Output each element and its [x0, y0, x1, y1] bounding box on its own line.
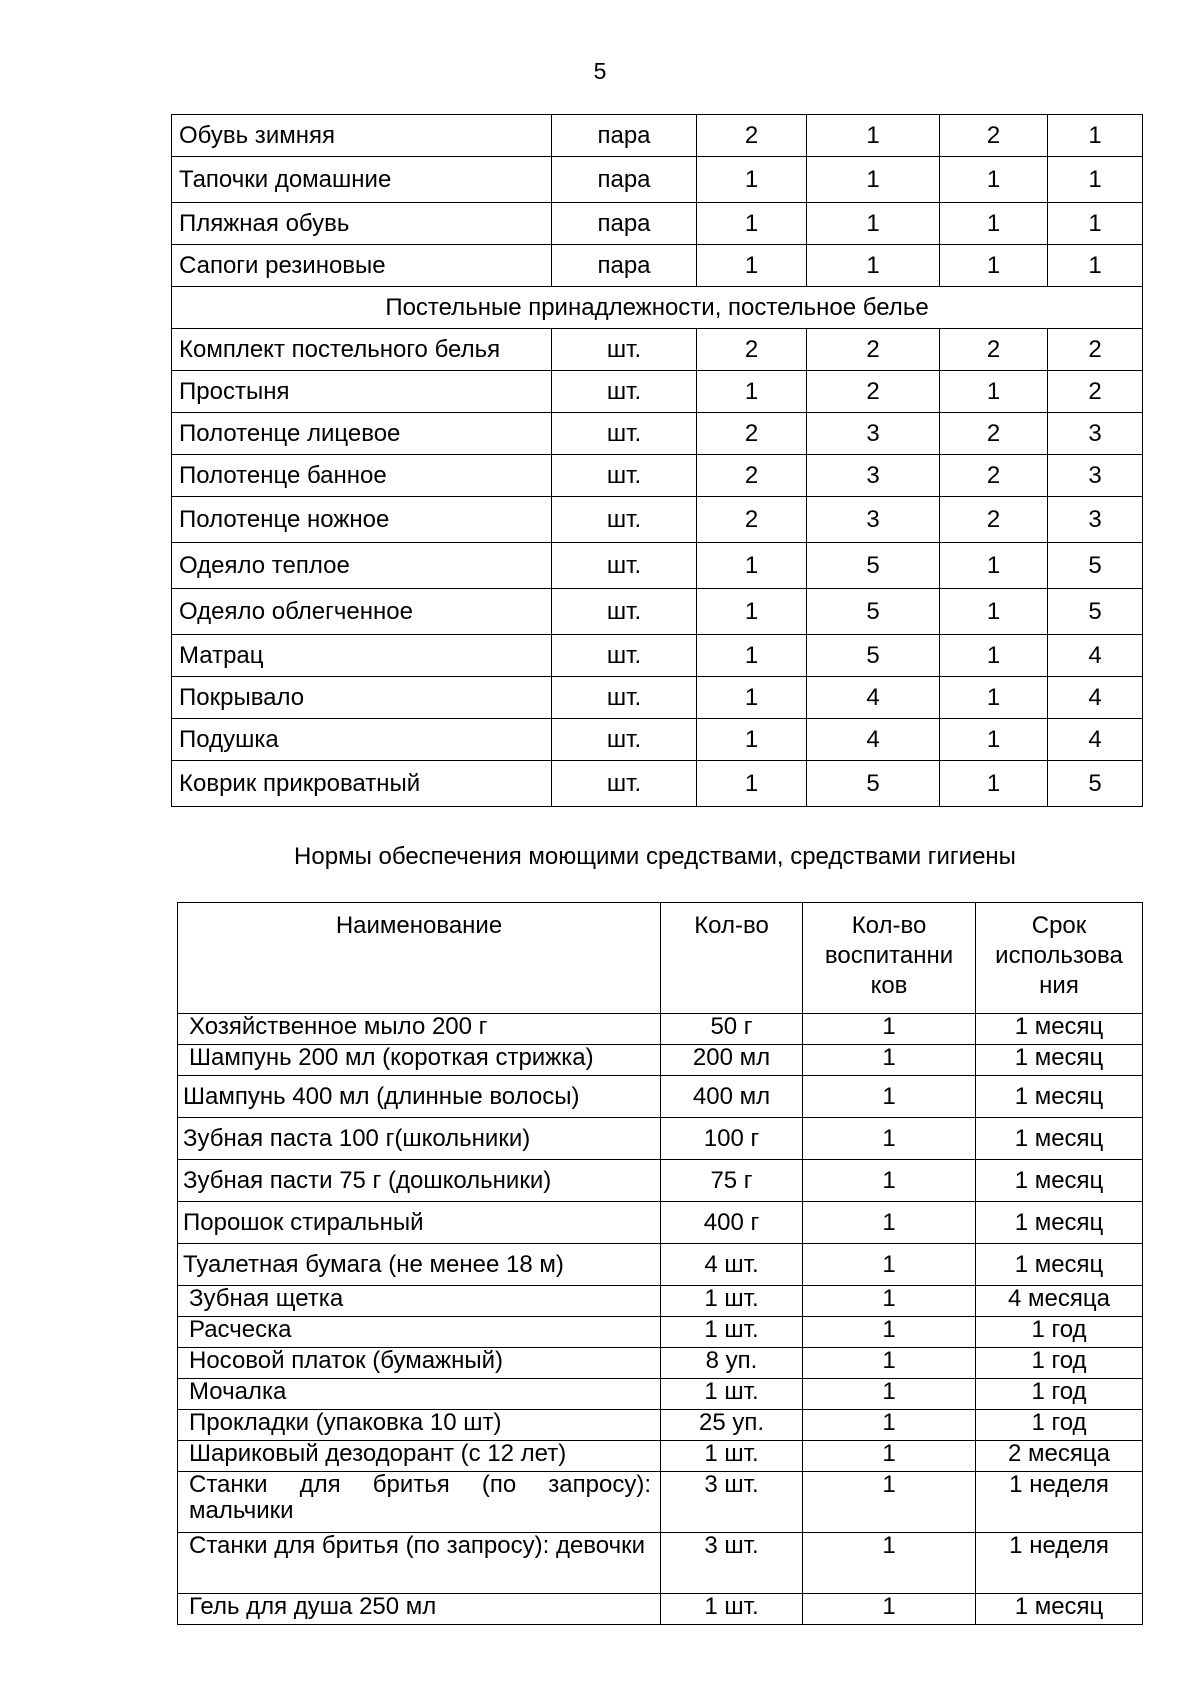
item-name: Шампунь 200 мл (короткая стрижка): [178, 1045, 661, 1076]
item-pupils: 1: [803, 1317, 976, 1348]
table-row: [178, 1317, 1143, 1348]
item-value: 5: [807, 543, 940, 589]
item-unit: шт.: [552, 371, 697, 413]
item-value: 2: [697, 413, 807, 455]
item-term: 1 год: [976, 1317, 1143, 1348]
item-value: 2: [697, 455, 807, 497]
item-unit: пара: [552, 203, 697, 245]
item-value: 1: [940, 761, 1048, 807]
item-name: Порошок стиральный: [178, 1202, 661, 1244]
table-row: [178, 1348, 1143, 1379]
item-name: Хозяйственное мыло 200 г: [178, 1014, 661, 1045]
item-value: 3: [807, 455, 940, 497]
item-qty: 8 уп.: [661, 1348, 803, 1379]
item-value: 1: [940, 543, 1048, 589]
item-value: 5: [1048, 589, 1143, 635]
item-value: 2: [1048, 371, 1143, 413]
item-name: Полотенце лицевое: [172, 413, 552, 455]
item-pupils: 1: [803, 1286, 976, 1317]
item-unit: шт.: [552, 635, 697, 677]
item-qty: 1 шт.: [661, 1286, 803, 1317]
item-name: Пляжная обувь: [172, 203, 552, 245]
table-row: [172, 497, 1143, 543]
item-term: 1 месяц: [976, 1160, 1143, 1202]
item-qty: 1 шт.: [661, 1441, 803, 1472]
item-term: 1 месяц: [976, 1118, 1143, 1160]
item-value: 2: [1048, 329, 1143, 371]
header-name: Наименование: [178, 903, 661, 1014]
item-name: Простыня: [172, 371, 552, 413]
item-pupils: 1: [803, 1160, 976, 1202]
item-value: 2: [940, 455, 1048, 497]
item-value: 4: [1048, 635, 1143, 677]
hygiene-norms-heading: Нормы обеспечения моющими средствами, средствами гигиены: [294, 843, 1016, 870]
table-row: [172, 157, 1143, 203]
item-term: 4 месяца: [976, 1286, 1143, 1317]
item-qty: 50 г: [661, 1014, 803, 1045]
item-value: 1: [697, 635, 807, 677]
item-unit: шт.: [552, 413, 697, 455]
item-unit: шт.: [552, 761, 697, 807]
item-unit: пара: [552, 157, 697, 203]
item-qty: 3 шт.: [661, 1472, 803, 1533]
item-name: Одеяло облегченное: [172, 589, 552, 635]
item-term: 1 год: [976, 1379, 1143, 1410]
item-value: 2: [697, 329, 807, 371]
clothing-bedding-table: [171, 114, 1143, 807]
table-row: [172, 203, 1143, 245]
item-value: 3: [1048, 497, 1143, 543]
item-value: 3: [807, 413, 940, 455]
item-name: Тапочки домашние: [172, 157, 552, 203]
table-row: [172, 543, 1143, 589]
item-term: 1 год: [976, 1410, 1143, 1441]
item-qty: 1 шт.: [661, 1317, 803, 1348]
item-value: 1: [940, 719, 1048, 761]
item-value: 2: [807, 371, 940, 413]
item-value: 2: [940, 329, 1048, 371]
item-value: 1: [697, 761, 807, 807]
item-term: 1 неделя: [976, 1472, 1143, 1533]
item-name: Матрац: [172, 635, 552, 677]
item-name: Гель для душа 250 мл: [178, 1594, 661, 1625]
item-unit: шт.: [552, 543, 697, 589]
item-qty: 1 шт.: [661, 1594, 803, 1625]
item-value: 1: [697, 589, 807, 635]
item-value: 1: [697, 203, 807, 245]
table-row: [172, 329, 1143, 371]
item-unit: пара: [552, 115, 697, 157]
item-value: 1: [807, 203, 940, 245]
item-term: 1 месяц: [976, 1076, 1143, 1118]
item-value: 3: [1048, 455, 1143, 497]
item-qty: 25 уп.: [661, 1410, 803, 1441]
item-pupils: 1: [803, 1045, 976, 1076]
header-qty: Кол-во: [661, 903, 803, 1014]
item-pupils: 1: [803, 1118, 976, 1160]
item-pupils: 1: [803, 1014, 976, 1045]
item-name: Полотенце ножное: [172, 497, 552, 543]
item-term: 1 месяц: [976, 1045, 1143, 1076]
item-name: Комплект постельного белья: [172, 329, 552, 371]
item-value: 1: [697, 677, 807, 719]
table-row: [178, 1202, 1143, 1244]
table-row: [178, 1533, 1143, 1594]
table-row: [178, 1410, 1143, 1441]
item-term: 1 месяц: [976, 1202, 1143, 1244]
table-row: [178, 1118, 1143, 1160]
table-row: [172, 677, 1143, 719]
table-row: [172, 589, 1143, 635]
item-pupils: 1: [803, 1379, 976, 1410]
item-value: 1: [1048, 245, 1143, 287]
item-name: Подушка: [172, 719, 552, 761]
table-row: [178, 1472, 1143, 1533]
item-value: 1: [940, 635, 1048, 677]
section-title: Постельные принадлежности, постельное белье: [172, 287, 1143, 329]
table-row: [172, 761, 1143, 807]
item-value: 1: [697, 371, 807, 413]
item-value: 1: [697, 157, 807, 203]
item-name: Зубная щетка: [178, 1286, 661, 1317]
item-value: 3: [807, 497, 940, 543]
table-row: [172, 635, 1143, 677]
item-value: 1: [697, 245, 807, 287]
table-row: [172, 371, 1143, 413]
item-qty: 75 г: [661, 1160, 803, 1202]
table-row: [172, 115, 1143, 157]
item-value: 4: [1048, 719, 1143, 761]
item-value: 5: [1048, 543, 1143, 589]
table-row: [178, 1014, 1143, 1045]
item-value: 2: [940, 413, 1048, 455]
item-value: 5: [807, 589, 940, 635]
item-term: 1 месяц: [976, 1014, 1143, 1045]
item-value: 1: [697, 719, 807, 761]
item-value: 5: [807, 635, 940, 677]
table-header-row: [178, 903, 1143, 1014]
item-pupils: 1: [803, 1441, 976, 1472]
item-unit: шт.: [552, 497, 697, 543]
item-name: Станки для бритья (по запросу): мальчики: [178, 1472, 661, 1533]
item-name: Шариковый дезодорант (с 12 лет): [178, 1441, 661, 1472]
item-value: 1: [1048, 115, 1143, 157]
item-qty: 400 г: [661, 1202, 803, 1244]
table-row: [178, 1379, 1143, 1410]
item-value: 2: [697, 115, 807, 157]
table-row: [172, 719, 1143, 761]
item-value: 2: [940, 115, 1048, 157]
item-value: 1: [940, 157, 1048, 203]
item-pupils: 1: [803, 1594, 976, 1625]
item-value: 1: [807, 245, 940, 287]
item-term: 1 месяц: [976, 1244, 1143, 1286]
item-value: 4: [807, 719, 940, 761]
item-name: Одеяло теплое: [172, 543, 552, 589]
item-term: 1 месяц: [976, 1594, 1143, 1625]
item-name: Туалетная бумага (не менее 18 м): [178, 1244, 661, 1286]
item-name: Покрывало: [172, 677, 552, 719]
item-value: 1: [807, 115, 940, 157]
item-name: Полотенце банное: [172, 455, 552, 497]
item-qty: 400 мл: [661, 1076, 803, 1118]
item-value: 5: [1048, 761, 1143, 807]
item-value: 1: [697, 543, 807, 589]
item-name: Обувь зимняя: [172, 115, 552, 157]
item-value: 2: [697, 497, 807, 543]
item-pupils: 1: [803, 1202, 976, 1244]
header-pupils: Кол-во воспитанни ков: [803, 903, 976, 1014]
item-value: 1: [807, 157, 940, 203]
table-row: [172, 455, 1143, 497]
item-value: 1: [940, 203, 1048, 245]
item-unit: шт.: [552, 589, 697, 635]
item-unit: шт.: [552, 455, 697, 497]
item-unit: пара: [552, 245, 697, 287]
table-row: [178, 1286, 1143, 1317]
item-name: Сапоги резиновые: [172, 245, 552, 287]
table-row: [172, 245, 1143, 287]
item-unit: шт.: [552, 677, 697, 719]
table-row: [178, 1441, 1143, 1472]
item-qty: 3 шт.: [661, 1533, 803, 1594]
item-name: Зубная паста 100 г(школьники): [178, 1118, 661, 1160]
item-value: 1: [1048, 157, 1143, 203]
item-value: 2: [940, 497, 1048, 543]
table-row: [178, 1244, 1143, 1286]
section-row: [172, 287, 1143, 329]
hygiene-norms-table: [177, 902, 1143, 1625]
item-pupils: 1: [803, 1076, 976, 1118]
item-name: Расческа: [178, 1317, 661, 1348]
item-unit: шт.: [552, 329, 697, 371]
item-name: Носовой платок (бумажный): [178, 1348, 661, 1379]
item-value: 4: [1048, 677, 1143, 719]
item-qty: 100 г: [661, 1118, 803, 1160]
table-row: [178, 1594, 1143, 1625]
item-term: 1 неделя: [976, 1533, 1143, 1594]
item-value: 1: [940, 677, 1048, 719]
item-name: Прокладки (упаковка 10 шт): [178, 1410, 661, 1441]
item-value: 5: [807, 761, 940, 807]
item-name: Коврик прикроватный: [172, 761, 552, 807]
item-pupils: 1: [803, 1244, 976, 1286]
item-term: 1 год: [976, 1348, 1143, 1379]
item-qty: 1 шт.: [661, 1379, 803, 1410]
item-value: 4: [807, 677, 940, 719]
item-value: 2: [807, 329, 940, 371]
item-value: 1: [940, 371, 1048, 413]
item-qty: 4 шт.: [661, 1244, 803, 1286]
page-number: 5: [593, 58, 607, 84]
item-pupils: 1: [803, 1472, 976, 1533]
table-row: [178, 1045, 1143, 1076]
item-name: Станки для бритья (по запросу): девочки: [178, 1533, 661, 1594]
item-pupils: 1: [803, 1533, 976, 1594]
item-name: Мочалка: [178, 1379, 661, 1410]
item-name: Шампунь 400 мл (длинные волосы): [178, 1076, 661, 1118]
item-term: 2 месяца: [976, 1441, 1143, 1472]
table-row: [178, 1076, 1143, 1118]
item-pupils: 1: [803, 1348, 976, 1379]
item-value: 3: [1048, 413, 1143, 455]
table-row: [172, 413, 1143, 455]
item-value: 1: [940, 589, 1048, 635]
item-pupils: 1: [803, 1410, 976, 1441]
item-value: 1: [940, 245, 1048, 287]
item-value: 1: [1048, 203, 1143, 245]
item-name: Зубная пасти 75 г (дошкольники): [178, 1160, 661, 1202]
item-qty: 200 мл: [661, 1045, 803, 1076]
header-term: Срок использова ния: [976, 903, 1143, 1014]
table-row: [178, 1160, 1143, 1202]
item-unit: шт.: [552, 719, 697, 761]
